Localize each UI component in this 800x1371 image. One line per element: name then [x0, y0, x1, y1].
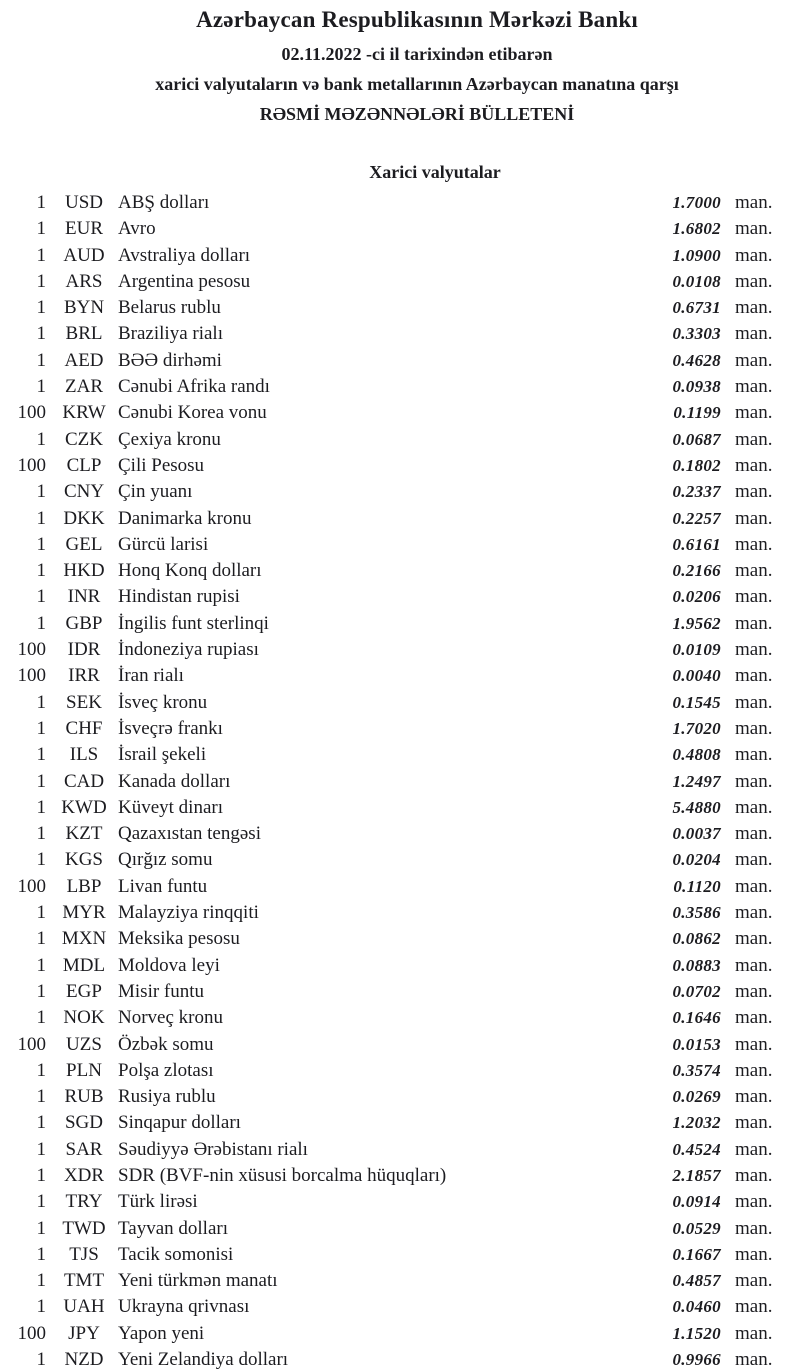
unit-cell: man. — [735, 1322, 773, 1344]
table-row — [0, 953, 800, 979]
table-row — [0, 1137, 800, 1163]
currency-code-cell: TMT — [63, 1270, 105, 1292]
unit-cell: man. — [735, 980, 773, 1002]
unit-cell: man. — [735, 376, 773, 398]
quantity-cell: 1 — [36, 586, 46, 608]
table-row — [0, 1242, 800, 1268]
unit-cell: man. — [735, 849, 773, 871]
currency-name-cell: İsveç kronu — [118, 691, 208, 713]
rate-value-cell: 1.2497 — [672, 771, 721, 791]
unit-cell: man. — [735, 612, 773, 634]
currency-name-cell: Polşa zlotası — [118, 1059, 214, 1081]
currency-code-cell: AUD — [63, 244, 105, 266]
rate-value-cell: 0.2337 — [672, 482, 721, 502]
rate-value-cell: 0.0914 — [672, 1192, 721, 1212]
rate-value-cell: 0.3586 — [672, 903, 721, 923]
currency-name-cell: Ukrayna qrivnası — [118, 1296, 250, 1318]
table-row — [0, 1321, 800, 1347]
currency-code-cell: TRY — [65, 1191, 103, 1213]
currency-code-cell: GBP — [65, 612, 103, 634]
table-row — [0, 663, 800, 689]
unit-cell: man. — [735, 454, 773, 476]
currency-name-cell: Yeni türkmən manatı — [118, 1270, 278, 1292]
rate-value-cell: 0.4808 — [672, 745, 721, 765]
quantity-cell: 1 — [36, 1112, 46, 1134]
table-row — [0, 400, 800, 426]
rate-value-cell: 0.6731 — [672, 298, 721, 318]
quantity-cell: 1 — [36, 297, 46, 319]
quantity-cell: 1 — [36, 1059, 46, 1081]
rate-value-cell: 0.6161 — [672, 534, 721, 554]
rate-value-cell: 0.1646 — [672, 1008, 721, 1028]
quantity-cell: 1 — [36, 612, 46, 634]
bulletin-title: RƏSMİ MƏZƏNNƏLƏRİ BÜLLETENİ — [259, 104, 575, 124]
table-row — [0, 795, 800, 821]
rate-value-cell: 2.1857 — [672, 1165, 721, 1185]
unit-cell: man. — [735, 1191, 773, 1213]
currency-name-cell: Honq Konq dolları — [118, 560, 262, 582]
quantity-cell: 1 — [36, 218, 46, 240]
rate-value-cell: 0.0109 — [672, 640, 721, 660]
rate-value-cell: 0.0862 — [672, 929, 721, 949]
table-row — [0, 190, 800, 216]
quantity-cell: 1 — [36, 1217, 46, 1239]
rate-value-cell: 0.0108 — [672, 271, 721, 291]
currency-code-cell: EUR — [65, 218, 103, 240]
currency-code-cell: SGD — [64, 1112, 103, 1134]
currency-code-cell: EGP — [66, 980, 102, 1002]
currency-code-cell: UZS — [66, 1033, 102, 1055]
currency-code-cell: KRW — [62, 402, 106, 424]
rate-value-cell: 0.1545 — [672, 692, 721, 712]
table-row — [0, 979, 800, 1005]
rate-value-cell: 1.7000 — [672, 193, 721, 212]
quantity-cell: 1 — [36, 1191, 46, 1213]
quantity-cell: 1 — [36, 481, 46, 503]
table-row — [0, 847, 800, 873]
quantity-cell: 1 — [36, 1296, 46, 1318]
currency-name-cell: Sinqapur dolları — [118, 1112, 241, 1134]
currency-name-cell: Gürcü larisi — [118, 533, 209, 555]
currency-name-cell: Tayvan dolları — [118, 1217, 228, 1239]
table-row — [0, 584, 800, 610]
unit-cell: man. — [735, 192, 773, 213]
rate-value-cell: 0.0529 — [672, 1218, 721, 1238]
unit-cell: man. — [735, 586, 773, 608]
unit-cell: man. — [735, 1296, 773, 1318]
currency-code-cell: INR — [67, 586, 101, 608]
quantity-cell: 1 — [36, 1349, 46, 1371]
currency-name-cell: Çexiya kronu — [118, 428, 221, 450]
currency-name-cell: BƏƏ dirhəmi — [118, 349, 222, 371]
rate-value-cell: 0.4857 — [672, 1271, 721, 1291]
currency-name-cell: Argentina pesosu — [118, 270, 251, 292]
quantity-cell: 1 — [36, 244, 46, 266]
quantity-cell: 1 — [36, 270, 46, 292]
rate-value-cell: 1.2032 — [672, 1113, 721, 1133]
unit-cell: man. — [735, 796, 773, 818]
rate-value-cell: 0.1802 — [672, 455, 721, 475]
quantity-cell: 100 — [17, 665, 46, 687]
table-row — [0, 243, 800, 269]
table-row — [0, 874, 800, 900]
table-row — [0, 1294, 800, 1320]
quantity-cell: 1 — [36, 717, 46, 739]
rate-value-cell: 0.0206 — [672, 587, 721, 607]
rate-value-cell: 0.0938 — [672, 377, 721, 397]
table-row — [0, 1084, 800, 1110]
unit-cell: man. — [735, 1217, 773, 1239]
currency-code-cell: KZT — [65, 823, 103, 845]
currency-code-cell: XDR — [63, 1164, 105, 1186]
currency-name-cell: ABŞ dolları — [118, 192, 210, 213]
quantity-cell: 1 — [36, 928, 46, 950]
unit-cell: man. — [735, 533, 773, 555]
currency-name-cell: Hindistan rupisi — [118, 586, 240, 608]
quantity-cell: 100 — [17, 875, 46, 897]
rate-value-cell: 0.3303 — [672, 324, 721, 344]
quantity-cell: 1 — [36, 376, 46, 398]
table-row — [0, 1058, 800, 1084]
unit-cell: man. — [735, 507, 773, 529]
table-row — [0, 769, 800, 795]
unit-cell: man. — [735, 1007, 773, 1029]
rate-value-cell: 0.1199 — [673, 403, 721, 423]
currency-name-cell: Çin yuanı — [118, 481, 193, 503]
currency-name-cell: Türk lirəsi — [118, 1191, 198, 1213]
exchange-rates-table — [0, 190, 800, 1371]
table-row — [0, 453, 800, 479]
rate-value-cell: 1.7020 — [672, 718, 721, 738]
currency-code-cell: MDL — [62, 954, 106, 976]
quantity-cell: 1 — [36, 560, 46, 582]
currency-code-cell: USD — [64, 192, 103, 213]
table-row — [0, 900, 800, 926]
currency-code-cell: PLN — [66, 1059, 102, 1081]
unit-cell: man. — [735, 428, 773, 450]
table-row — [0, 611, 800, 637]
currency-name-cell: Meksika pesosu — [118, 928, 240, 950]
currency-code-cell: IRR — [68, 665, 100, 687]
rate-value-cell: 0.0687 — [672, 429, 721, 449]
currency-code-cell: CLP — [66, 454, 102, 476]
currency-name-cell: İsveçrə frankı — [118, 717, 223, 739]
subject-line: xarici valyutaların və bank metallarının Azərbaycan manatına qarşı — [155, 74, 679, 94]
table-row — [0, 506, 800, 532]
currency-code-cell: UAH — [63, 1296, 105, 1318]
currency-name-cell: Rusiya rublu — [118, 1086, 216, 1108]
unit-cell: man. — [735, 244, 773, 266]
currency-code-cell: MYR — [62, 902, 106, 924]
currency-code-cell: NZD — [64, 1349, 104, 1371]
quantity-cell: 1 — [36, 1138, 46, 1160]
currency-name-cell: Cənubi Afrika randı — [118, 376, 270, 398]
quantity-cell: 1 — [36, 428, 46, 450]
rate-value-cell: 0.4524 — [672, 1139, 721, 1159]
rate-value-cell: 5.4880 — [672, 797, 721, 817]
unit-cell: man. — [735, 1086, 773, 1108]
rate-value-cell: 0.3574 — [672, 1060, 721, 1080]
currency-code-cell: KGS — [64, 849, 103, 871]
unit-cell: man. — [735, 928, 773, 950]
section-title-foreign-currencies: Xarici valyutalar — [369, 162, 501, 182]
table-row — [0, 269, 800, 295]
table-row — [0, 690, 800, 716]
currency-name-cell: Belarus rublu — [118, 297, 221, 319]
currency-code-cell: GEL — [65, 533, 103, 555]
unit-cell: man. — [735, 744, 773, 766]
currency-name-cell: Çili Pesosu — [118, 454, 205, 476]
bulletin-header — [0, 0, 800, 125]
currency-code-cell: RUB — [64, 1086, 104, 1108]
unit-cell: man. — [735, 218, 773, 240]
quantity-cell: 1 — [36, 691, 46, 713]
currency-code-cell: AED — [64, 349, 104, 371]
table-row — [0, 1032, 800, 1058]
currency-code-cell: BRL — [65, 323, 103, 345]
quantity-cell: 100 — [17, 1033, 46, 1055]
table-row — [0, 532, 800, 558]
rate-value-cell: 1.0900 — [672, 245, 721, 265]
currency-name-cell: Qazaxıstan tengəsi — [118, 823, 261, 845]
table-row — [0, 295, 800, 321]
currency-name-cell: Kanada dolları — [118, 770, 231, 792]
unit-cell: man. — [735, 823, 773, 845]
currency-code-cell: BYN — [63, 297, 105, 319]
quantity-cell: 100 — [17, 454, 46, 476]
table-row — [0, 821, 800, 847]
currency-name-cell: Yeni Zelandiya dolları — [118, 1349, 289, 1371]
table-row — [0, 716, 800, 742]
currency-code-cell: ARS — [65, 270, 103, 292]
currency-code-cell: TJS — [69, 1243, 99, 1265]
quantity-cell: 1 — [36, 533, 46, 555]
unit-cell: man. — [735, 349, 773, 371]
table-row — [0, 348, 800, 374]
unit-cell: man. — [735, 1164, 773, 1186]
rate-value-cell: 0.0037 — [672, 824, 721, 844]
rate-value-cell: 0.9966 — [672, 1350, 721, 1370]
table-row — [0, 427, 800, 453]
unit-cell: man. — [735, 954, 773, 976]
table-row — [0, 374, 800, 400]
unit-cell: man. — [735, 639, 773, 661]
currency-code-cell: IDR — [67, 639, 101, 661]
table-row — [0, 926, 800, 952]
currency-name-cell: Özbək somu — [118, 1033, 214, 1055]
currency-code-cell: CZK — [65, 428, 103, 450]
currency-code-cell: SEK — [66, 691, 102, 713]
unit-cell: man. — [735, 1112, 773, 1134]
effective-date-line: 02.11.2022 -ci il tarixindən etibarən — [281, 44, 553, 64]
currency-code-cell: LBP — [66, 875, 102, 897]
quantity-cell: 100 — [17, 402, 46, 424]
rate-value-cell: 0.0153 — [672, 1034, 721, 1054]
quantity-cell: 1 — [36, 507, 46, 529]
bank-title: Azərbaycan Respublikasının Mərkəzi Bankı — [196, 7, 638, 32]
table-row — [0, 742, 800, 768]
currency-name-cell: Avro — [118, 218, 156, 240]
quantity-cell: 1 — [36, 1086, 46, 1108]
unit-cell: man. — [735, 402, 773, 424]
rate-value-cell: 0.1120 — [673, 876, 721, 896]
quantity-cell: 1 — [36, 192, 46, 213]
quantity-cell: 1 — [36, 902, 46, 924]
unit-cell: man. — [735, 691, 773, 713]
rate-value-cell: 0.0883 — [672, 955, 721, 975]
table-row — [0, 1268, 800, 1294]
rate-value-cell: 0.2166 — [672, 561, 721, 581]
rate-value-cell: 0.0040 — [672, 666, 721, 686]
unit-cell: man. — [735, 665, 773, 687]
table-row — [0, 1163, 800, 1189]
currency-name-cell: İngilis funt sterlinqi — [118, 612, 269, 634]
currency-code-cell: TWD — [62, 1217, 106, 1239]
unit-cell: man. — [735, 323, 773, 345]
unit-cell: man. — [735, 1270, 773, 1292]
quantity-cell: 1 — [36, 954, 46, 976]
currency-code-cell: CHF — [65, 717, 103, 739]
currency-code-cell: KWD — [61, 796, 107, 818]
currency-name-cell: İran rialı — [118, 665, 184, 687]
rate-value-cell: 0.0269 — [672, 1087, 721, 1107]
currency-name-cell: Qırğız somu — [118, 849, 213, 871]
currency-code-cell: DKK — [63, 507, 105, 529]
quantity-cell: 1 — [36, 1243, 46, 1265]
quantity-cell: 100 — [17, 1322, 46, 1344]
unit-cell: man. — [735, 717, 773, 739]
table-row — [0, 479, 800, 505]
currency-name-cell: Səudiyyə Ərəbistanı rialı — [118, 1138, 308, 1160]
currency-code-cell: NOK — [63, 1007, 105, 1029]
quantity-cell: 1 — [36, 980, 46, 1002]
unit-cell: man. — [735, 481, 773, 503]
rate-value-cell: 0.1667 — [672, 1244, 721, 1264]
rate-value-cell: 1.6802 — [672, 219, 721, 239]
currency-name-cell: Malayziya rinqqiti — [118, 902, 259, 924]
currency-code-cell: HKD — [63, 560, 105, 582]
rate-value-cell: 0.0460 — [672, 1297, 721, 1317]
currency-name-cell: Küveyt dinarı — [118, 796, 224, 818]
currency-code-cell: JPY — [68, 1322, 100, 1344]
quantity-cell: 1 — [36, 770, 46, 792]
rate-value-cell: 0.4628 — [672, 350, 721, 370]
quantity-cell: 1 — [36, 823, 46, 845]
unit-cell: man. — [735, 1243, 773, 1265]
currency-name-cell: Avstraliya dolları — [118, 244, 251, 266]
unit-cell: man. — [735, 270, 773, 292]
rate-value-cell: 0.0702 — [672, 981, 721, 1001]
currency-name-cell: Tacik somonisi — [118, 1243, 234, 1265]
unit-cell: man. — [735, 560, 773, 582]
currency-code-cell: MXN — [61, 928, 107, 950]
currency-code-cell: ZAR — [65, 376, 103, 398]
currency-name-cell: Norveç kronu — [118, 1007, 223, 1029]
table-row — [0, 558, 800, 584]
rate-value-cell: 1.1520 — [672, 1323, 721, 1343]
rate-value-cell: 0.0204 — [672, 850, 721, 870]
currency-name-cell: Danimarka kronu — [118, 507, 252, 529]
unit-cell: man. — [735, 297, 773, 319]
unit-cell: man. — [735, 875, 773, 897]
quantity-cell: 1 — [36, 744, 46, 766]
currency-name-cell: Moldova leyi — [118, 954, 220, 976]
quantity-cell: 1 — [36, 349, 46, 371]
currency-name-cell: İsrail şekeli — [118, 744, 207, 766]
rate-value-cell: 0.2257 — [672, 508, 721, 528]
quantity-cell: 1 — [36, 1007, 46, 1029]
table-row — [0, 1347, 800, 1371]
currency-code-cell: SAR — [65, 1138, 103, 1160]
unit-cell: man. — [735, 1349, 773, 1371]
table-row — [0, 637, 800, 663]
quantity-cell: 1 — [36, 796, 46, 818]
quantity-cell: 1 — [36, 1270, 46, 1292]
currency-name-cell: İndoneziya rupiası — [118, 639, 259, 661]
rate-value-cell: 1.9562 — [672, 613, 721, 633]
table-row — [0, 1110, 800, 1136]
currency-name-cell: SDR (BVF-nin xüsusi borcalma hüquqları) — [118, 1164, 447, 1186]
table-row — [0, 216, 800, 242]
currency-name-cell: Livan funtu — [118, 875, 208, 897]
quantity-cell: 1 — [36, 1164, 46, 1186]
quantity-cell: 1 — [36, 849, 46, 871]
currency-code-cell: ILS — [69, 744, 99, 766]
table-row — [0, 1005, 800, 1031]
currency-name-cell: Braziliya rialı — [118, 323, 223, 345]
currency-code-cell: CAD — [63, 770, 105, 792]
currency-name-cell: Cənubi Korea vonu — [118, 402, 267, 424]
currency-name-cell: Yapon yeni — [118, 1322, 205, 1344]
unit-cell: man. — [735, 1138, 773, 1160]
currency-code-cell: CNY — [63, 481, 105, 503]
unit-cell: man. — [735, 1033, 773, 1055]
table-row — [0, 321, 800, 347]
unit-cell: man. — [735, 902, 773, 924]
table-row — [0, 1216, 800, 1242]
unit-cell: man. — [735, 1059, 773, 1081]
currency-name-cell: Misir funtu — [118, 980, 205, 1002]
unit-cell: man. — [735, 770, 773, 792]
quantity-cell: 100 — [17, 639, 46, 661]
table-row — [0, 1189, 800, 1215]
quantity-cell: 1 — [36, 323, 46, 345]
